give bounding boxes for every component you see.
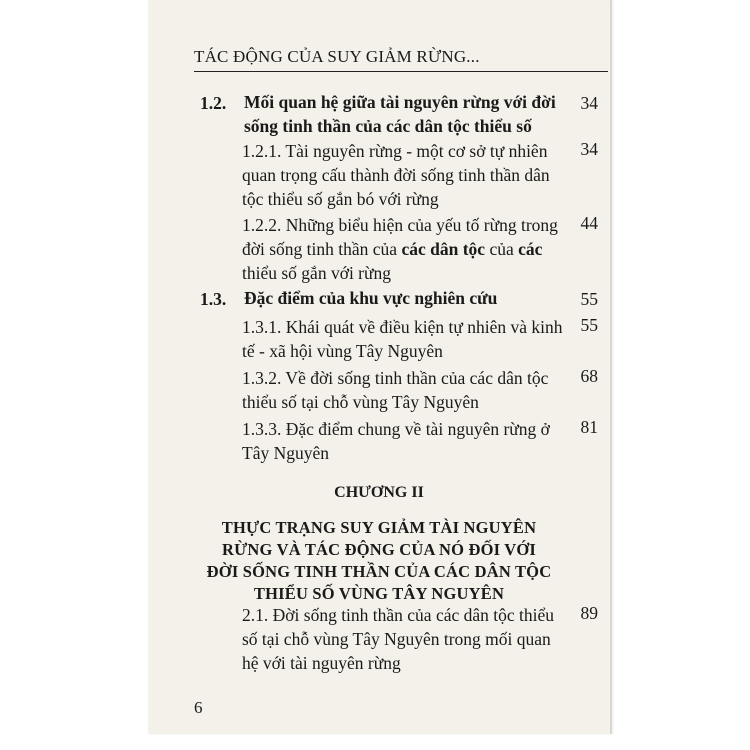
header-rule [194, 71, 608, 72]
toc-subentry: 1.3.3. Đặc điểm chung về tài nguyên rừng ở [242, 419, 550, 439]
toc-page-number: 89 [580, 603, 598, 623]
chapter-title-line: THỰC TRẠNG SUY GIẢM TÀI NGUYÊN [221, 518, 537, 537]
toc-subentry: 1.2.2. Những biểu hiện của yếu tố rừng trong [242, 215, 558, 235]
toc-subentry: 2.1. Đời sống tinh thần của các dân tộc thiểu [242, 605, 555, 625]
toc-page-number: 44 [580, 213, 598, 233]
toc-subentry: số tại chỗ vùng Tây Nguyên trong mối quan [242, 629, 551, 649]
toc-subentry: hệ với tài nguyên rừng [242, 653, 401, 673]
toc-entry-title: sống tinh thần của các dân tộc thiểu số [244, 116, 532, 136]
running-header: TÁC ĐỘNG CỦA SUY GIẢM RỪNG... [194, 47, 480, 66]
chapter-title-line: THIỂU SỐ VÙNG TÂY NGUYÊN [253, 584, 505, 603]
toc-page-number: 81 [580, 417, 598, 437]
toc-section-number: 1.3. [200, 289, 227, 309]
book-page [148, 0, 612, 734]
chapter-title-line: RỪNG VÀ TÁC ĐỘNG CỦA NÓ ĐỐI VỚI [221, 540, 537, 559]
toc-section-number: 1.2. [200, 93, 227, 113]
chapter-label: CHƯƠNG II [334, 484, 424, 501]
toc-subentry: thiểu số gắn với rừng [242, 263, 391, 283]
toc-page-number: 34 [580, 93, 598, 113]
toc-subentry: đời sống tinh thần của các dân tộc của các [242, 239, 543, 259]
page-number: 6 [194, 698, 203, 717]
toc-page-number: 55 [580, 315, 598, 335]
toc-subentry: 1.3.1. Khái quát về điều kiện tự nhiên và kinh [242, 317, 563, 337]
chapter-title-line: ĐỜI SỐNG TINH THẦN CỦA CÁC DÂN TỘC [206, 562, 552, 581]
toc-subentry: 1.2.1. Tài nguyên rừng - một cơ sở tự nhiên [242, 141, 548, 161]
toc-page-number: 34 [580, 139, 598, 159]
toc-subentry: 1.3.2. Về đời sống tinh thần của các dân tộc [242, 368, 549, 388]
toc-subentry: tế - xã hội vùng Tây Nguyên [242, 341, 443, 361]
toc-page-number: 68 [580, 366, 598, 386]
toc-entry-title: Mối quan hệ giữa tài nguyên rừng với đời [244, 92, 556, 112]
toc-page-number: 55 [580, 289, 598, 309]
toc-subentry: tộc thiểu số gắn bó với rừng [242, 189, 439, 209]
toc-subentry: thiểu số tại chỗ vùng Tây Nguyên [242, 392, 479, 412]
toc-subentry: Tây Nguyên [242, 443, 329, 463]
toc-subentry: quan trọng cấu thành đời sống tinh thần dân [242, 165, 550, 185]
toc-entry-title: Đặc điểm của khu vực nghiên cứu [244, 288, 498, 308]
